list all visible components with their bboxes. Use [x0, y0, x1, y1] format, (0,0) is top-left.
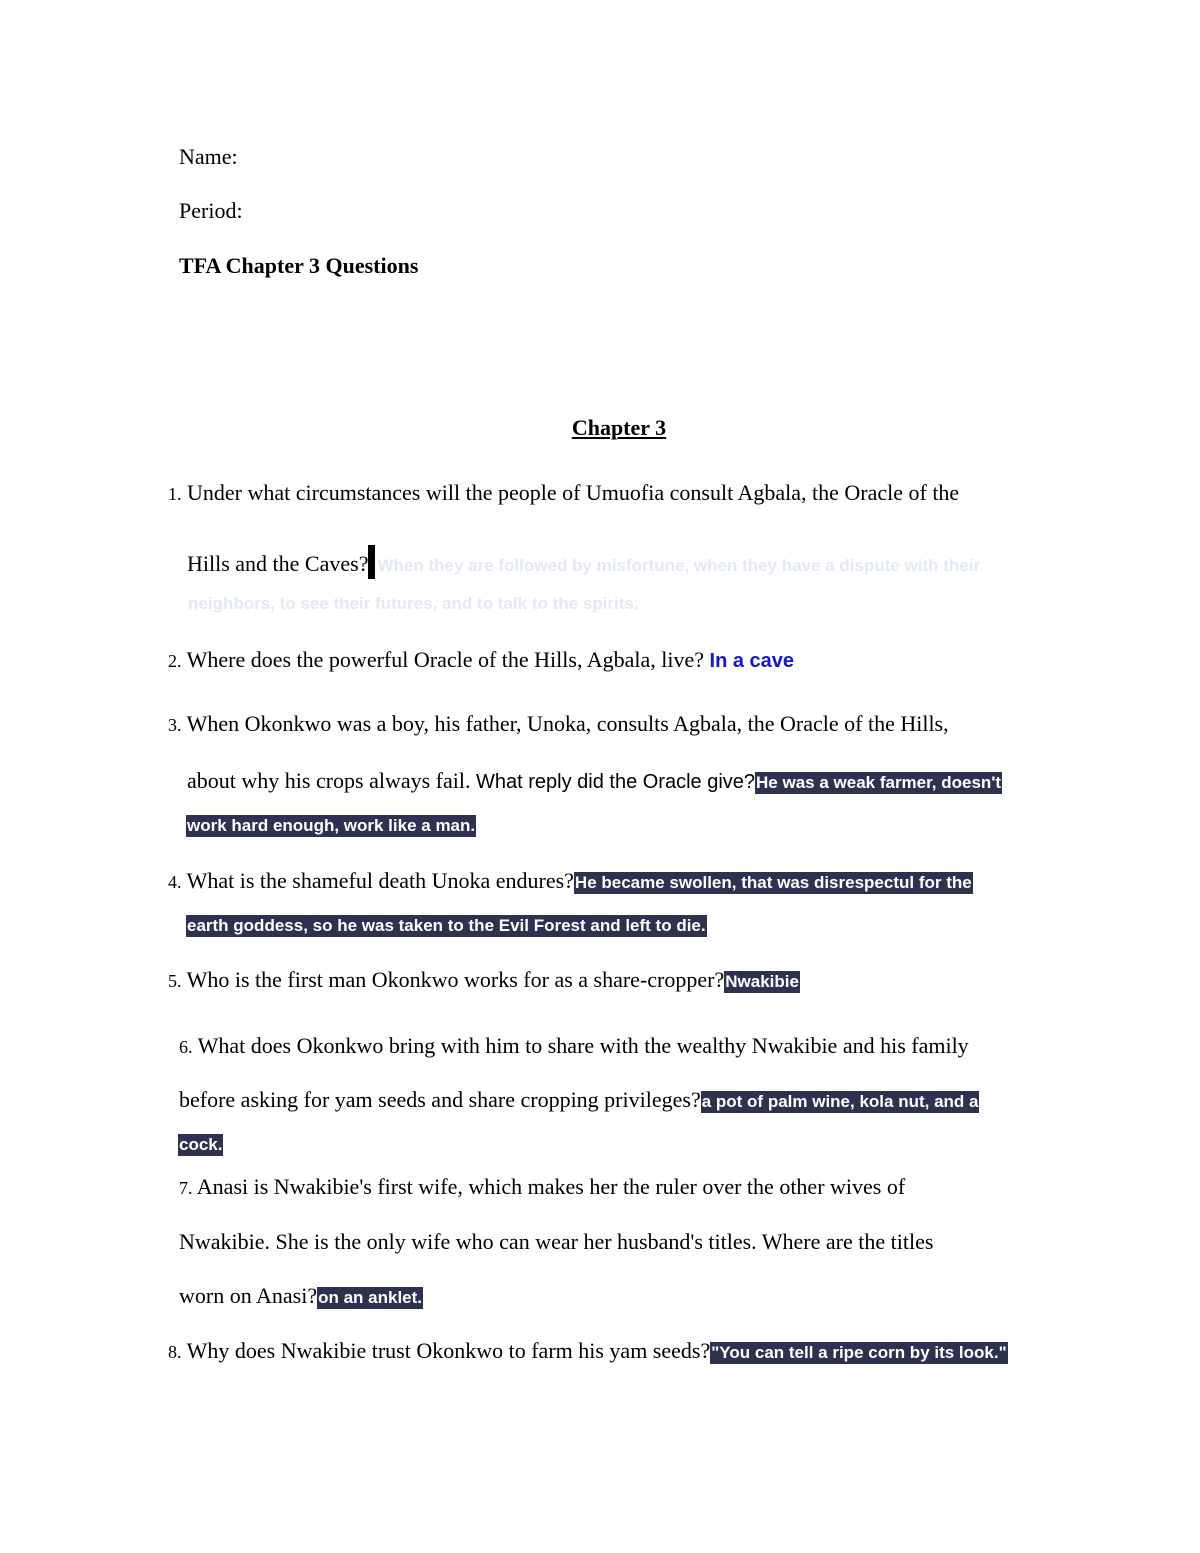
question-4 — [168, 867, 973, 897]
answer-highlight[interactable]: "You can tell a ripe corn by its look." — [711, 1343, 1007, 1362]
answer-text[interactable]: When they are followed by misfortune, when they have a dispute with their — [377, 556, 981, 575]
answer-highlight[interactable]: work hard enough, work like a man. — [187, 816, 476, 835]
question-text: What is the shameful death Unoka endures? — [186, 868, 574, 893]
question-text: Why does Nwakibie trust Okonkwo to farm his yam seeds? — [186, 1338, 711, 1363]
text-cursor — [368, 545, 375, 579]
answer-highlight[interactable]: a pot of palm wine, kola nut, and a — [701, 1092, 979, 1111]
question-1-line-2 — [187, 545, 980, 580]
question-text: When Okonkwo was a boy, his father, Unoka, consults Agbala, the Oracle of the Hills, — [186, 711, 949, 736]
question-number: 8. — [168, 1342, 182, 1362]
question-text: Where does the powerful Oracle of the Hills, Agbala, live? — [186, 647, 705, 672]
question-1 — [168, 479, 959, 508]
question-text: Nwakibie. She is the only wife who can wear her husband's titles. Where are the titles — [179, 1229, 934, 1254]
question-text: Anasi is Nwakibie's first wife, which makes her the ruler over the other wives of — [196, 1174, 906, 1199]
question-number: 2. — [168, 651, 182, 671]
question-8 — [168, 1337, 1008, 1367]
question-number: 1. — [168, 484, 182, 504]
name-label: Name: — [179, 144, 238, 169]
answer-highlight[interactable]: Nwakibie — [725, 972, 799, 991]
question-number: 5. — [168, 971, 182, 991]
answer-highlight[interactable]: He was a weak farmer, doesn't — [756, 773, 1002, 792]
question-1-answer-line-2 — [188, 588, 639, 618]
question-number: 3. — [168, 715, 182, 735]
question-number: 4. — [168, 872, 182, 892]
question-6-line-2 — [179, 1086, 979, 1116]
answer-text[interactable]: In a cave — [709, 650, 795, 672]
question-number: 7. — [179, 1178, 193, 1198]
question-text: worn on Anasi? — [179, 1283, 318, 1308]
answer-highlight[interactable]: on an anklet. — [318, 1288, 423, 1307]
question-text: Under what circumstances will the people of Umuofia consult Agbala, the Oracle of the — [187, 480, 960, 505]
question-7 — [179, 1173, 905, 1202]
question-text: Who is the first man Okonkwo works for as a share-cropper? — [186, 967, 725, 992]
question-3-answer-line-2 — [186, 810, 476, 840]
question-text-sans: What reply did the Oracle give? — [476, 771, 756, 793]
question-3 — [168, 710, 949, 739]
answer-highlight[interactable]: He became swollen, that was disrespectul for the — [574, 873, 972, 892]
question-text: Hills and the Caves? — [187, 551, 369, 576]
document-title: TFA Chapter 3 Questions — [179, 253, 419, 278]
answer-highlight[interactable]: cock. — [179, 1135, 223, 1154]
question-number: 6. — [179, 1037, 193, 1057]
question-6-answer-line-2 — [178, 1129, 223, 1159]
question-3-line-2 — [187, 767, 1002, 797]
question-6 — [179, 1032, 969, 1061]
question-text: What does Okonkwo bring with him to share with the wealthy Nwakibie and his family — [197, 1033, 969, 1058]
question-text: before asking for yam seeds and share cropping privileges? — [179, 1087, 701, 1112]
answer-text[interactable]: neighbors, to see their futures, and to talk to the spirits. — [188, 594, 639, 613]
question-7-line-2 — [179, 1228, 933, 1256]
question-4-answer-line-2 — [186, 910, 707, 940]
period-label: Period: — [179, 198, 243, 223]
question-7-line-3 — [179, 1282, 423, 1312]
answer-highlight[interactable]: earth goddess, so he was taken to the Evil Forest and left to die. — [187, 916, 706, 935]
question-2 — [168, 646, 794, 675]
question-text: about why his crops always fail. — [187, 768, 471, 793]
chapter-heading: Chapter 3 — [571, 415, 667, 440]
question-5 — [168, 966, 800, 996]
